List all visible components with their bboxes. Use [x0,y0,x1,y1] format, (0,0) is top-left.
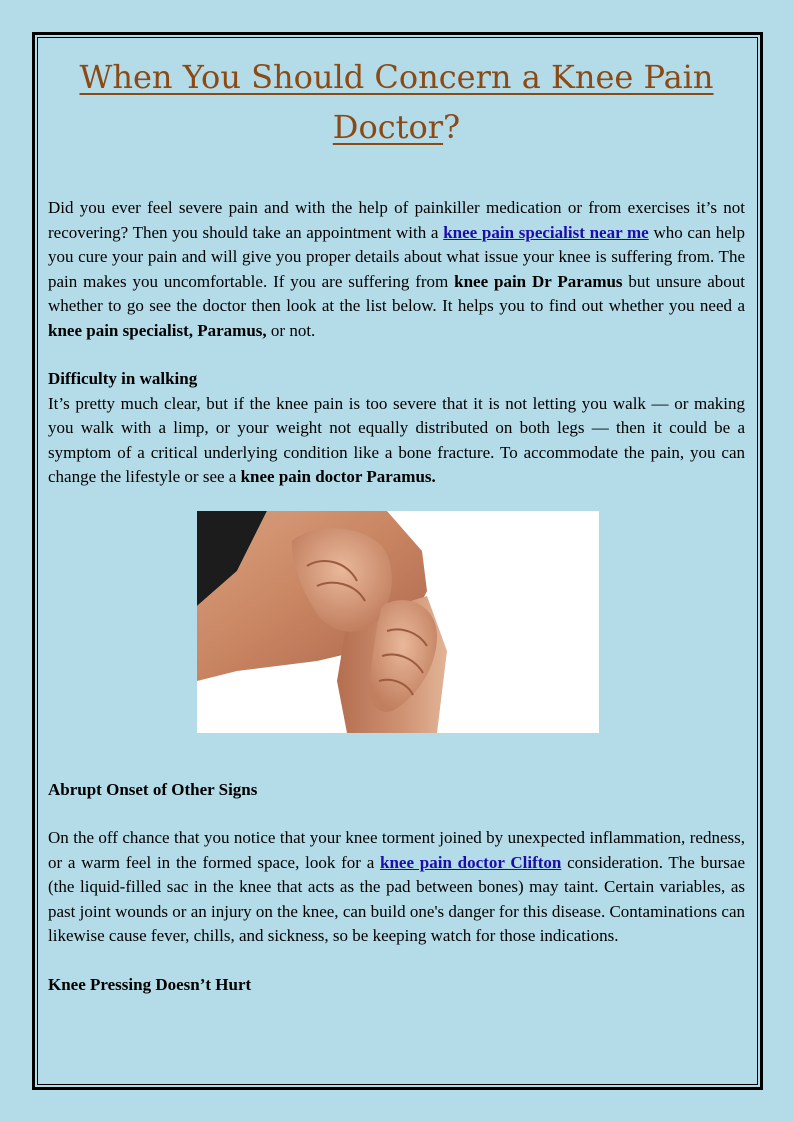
knee-photo [197,511,599,733]
walking-paragraph [48,392,745,490]
intro-paragraph [48,196,745,343]
heading-abrupt-onset: Abrupt Onset of Other Signs [48,779,258,799]
title-question-mark: ? [443,108,461,146]
intro-text-4: or not. [266,320,316,340]
intro-text-2: who can help you cure your pain and will give you proper details about what issue your knee is suffering from. The pain makes you uncomfortable. If you are suffering from [48,222,746,291]
link-knee-pain-specialist[interactable]: knee pain specialist near me [443,222,649,242]
onset-text-2: consideration. The bursae (the liquid-filled sac in the knee that acts as the pad between bones) may taint. Certain variables, as past joint wounds or an injury on the knee, can build one's danger for this disease. Contaminations can likewise cause fever, chills, and sickness, so be keeping watch for those indications. [48,852,745,945]
title-line-1: When You Should Concern a Knee Pain [79,58,714,96]
knee-illustration [197,511,599,733]
link-knee-pain-doctor-clifton[interactable]: knee pain doctor Clifton [380,852,562,872]
onset-text-1: On the off chance that you notice that your knee torment joined by unexpected inflammation, redness, or a warm feel in the formed space, look for a [48,828,745,872]
onset-paragraph [48,826,745,949]
intro-bold-2: knee pain specialist, Paramus, [48,320,267,340]
intro-bold-1: knee pain Dr Paramus [454,271,623,291]
intro-text-3: but unsure about whether to go see the doctor then look at the list below. It helps you to find out whether you need a [48,271,745,315]
heading-knee-pressing: Knee Pressing Doesn’t Hurt [48,974,252,994]
intro-text-1: Did you ever feel severe pain and with the help of painkiller medication or from exercises it’s not recovering? Then you should take an appointment with a [48,198,745,242]
heading-difficulty-walking: Difficulty in walking [48,369,198,388]
page-title [48,52,745,152]
title-line-2: Doctor [332,108,444,146]
walking-text: It’s pretty much clear, but if the knee pain is too severe that it is not letting you walk — or making you walk with a limp, or your weight not equally distributed on both legs — then it could be a symptom of a critical underlying condition like a bone fracture. To accommodate the pain, you can change the lifestyle or see a [48,393,745,486]
walking-bold: knee pain doctor Paramus. [240,467,436,486]
